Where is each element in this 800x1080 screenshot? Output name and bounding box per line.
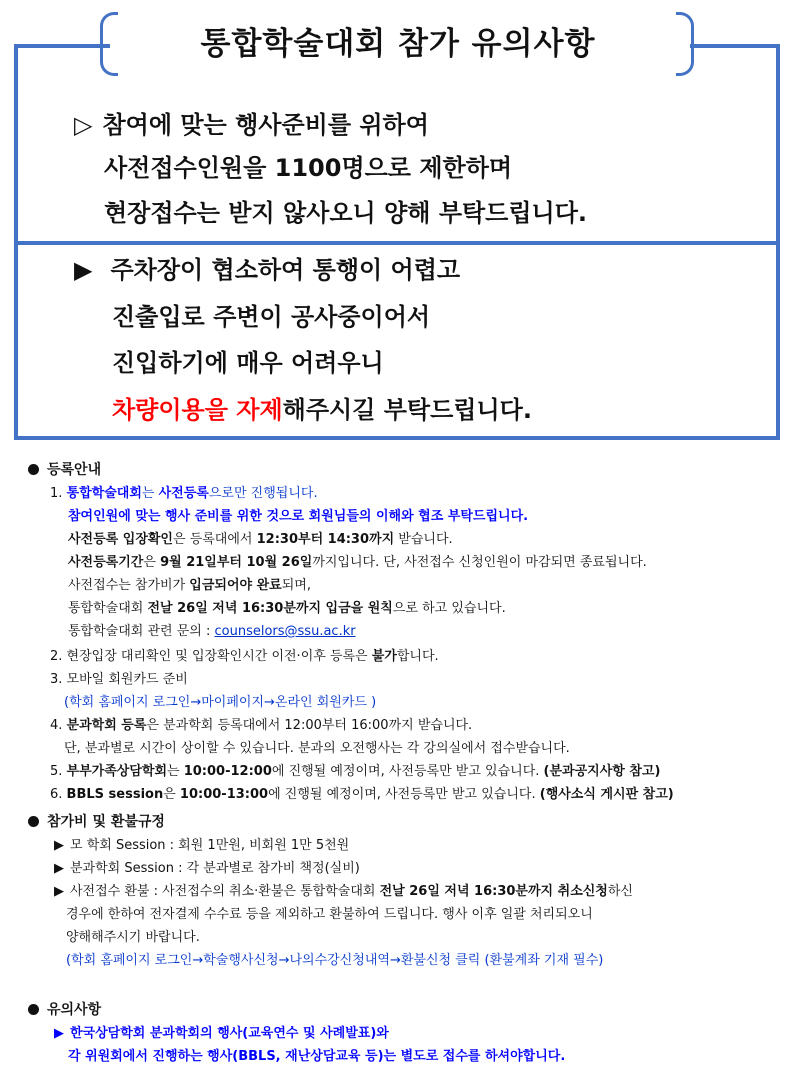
red-emphasis: 차량이용을 자제	[112, 396, 283, 424]
fee-row-1: ▶ 모 학회 Session : 회원 1만원, 비회원 1만 5천원	[54, 838, 350, 853]
fee-row-2: ▶ 분과학회 Session : 각 분과별로 참가비 책정(실비)	[54, 861, 360, 876]
title-brace-right	[676, 12, 694, 76]
reg-item-1-line-2: 참여인원에 맞는 행사 준비를 위한 것으로 회원님들의 이해와 협조 부탁드립니다.	[68, 509, 529, 524]
reg-item-6: 6. BBLS session은 10:00-13:00에 진행될 예정이며, 사전등록만 받고 있습니다. (행사소식 게시판 참고)	[50, 787, 674, 802]
bullet-icon	[28, 816, 39, 827]
bullet-icon	[28, 464, 39, 475]
section-fees-heading: 참가비 및 환불규정	[28, 812, 165, 832]
reg-item-1-line-1: 1. 통합학술대회는 사전등록으로만 진행됩니다.	[50, 486, 318, 501]
reg-item-3-line-1: 3. 모바일 회원카드 준비	[50, 672, 188, 687]
box2-line-4: 차량이용을 자제해주시길 부탁드립니다.	[112, 396, 532, 424]
reg-item-4-line-2: 단, 분과별로 시간이 상이할 수 있습니다. 분과의 오전행사는 각 강의실에서 접수받습니다.	[64, 741, 570, 756]
triangle-icon: ▶	[54, 838, 64, 853]
page-title: 통합학술대회 참가 유의사항	[200, 26, 596, 62]
triangle-icon: ▶	[74, 256, 93, 284]
fee-row-3-line-2: 경우에 한하여 전자결제 수수료 등을 제외하고 환불하여 드립니다. 행사 이후 일괄 처리되오니	[66, 907, 593, 922]
banner-divider	[14, 241, 780, 245]
reg-item-1-line-3: 사전등록 입장확인은 등록대에서 12:30부터 14:30까지 받습니다.	[68, 532, 453, 547]
section-notes-heading: 유의사항	[28, 1000, 101, 1020]
reg-item-2: 2. 현장입장 대리확인 및 입장확인시간 이전·이후 등록은 불가합니다.	[50, 649, 439, 664]
outline-triangle-icon: ▷	[74, 111, 93, 139]
reg-item-3-line-2: (학회 홈페이지 로그인→마이페이지→온라인 회원카드 )	[64, 695, 377, 710]
reg-item-5: 5. 부부가족상담학회는 10:00-12:00에 진행될 예정이며, 사전등록만 받고 있습니다. (분과공지사항 참고)	[50, 764, 661, 779]
reg-item-1-line-6: 통합학술대회 전날 26일 저녁 16:30분까지 입금을 원칙으로 하고 있습니다.	[68, 601, 506, 616]
notes-line-2: 각 위원회에서 진행하는 행사(BBLS, 재난상담교육 등)는 별도로 접수를 하셔야합니다.	[68, 1049, 566, 1064]
triangle-icon: ▶	[54, 861, 64, 876]
reg-item-1-line-4: 사전등록기간은 9월 21일부터 10월 26일까지입니다. 단, 사전접수 신청인원이 마감되면 종료됩니다.	[68, 555, 647, 570]
notes-line-1: ▶ 한국상담학회 분과학회의 행사(교육연수 및 사례발표)와	[54, 1026, 389, 1041]
box2-line-2: 진출입로 주변이 공사중이어서	[112, 303, 431, 331]
fee-row-3: ▶ 사전접수 환불 : 사전접수의 취소·환불은 통합학술대회 전날 26일 저녁 16:30분까지 취소신청하신	[54, 884, 633, 899]
triangle-icon: ▶	[54, 1026, 64, 1041]
box2-line-1: ▶ 주차장이 협소하여 통행이 어렵고	[74, 256, 461, 284]
box1-line-3: 현장접수는 받지 않사오니 양해 부탁드립니다.	[104, 199, 588, 227]
banner-frame-top-right	[690, 44, 780, 48]
box1-line-2: 사전접수인원을 1100명으로 제한하며	[104, 154, 513, 182]
triangle-icon: ▶	[54, 884, 64, 899]
box2-line-3: 진입하기에 매우 어려우니	[112, 349, 384, 377]
section-registration-heading: 등록안내	[28, 460, 101, 480]
title-brace-left	[100, 12, 118, 76]
bullet-icon	[28, 1004, 39, 1015]
fee-row-3-line-4: (학회 홈페이지 로그인→학술행사신청→나의수강신청내역→환불신청 클릭 (환불계좌 기재 필수)	[66, 953, 604, 968]
reg-item-1-line-5: 사전접수는 참가비가 입금되어야 완료되며,	[68, 578, 311, 593]
banner-frame-top-left	[14, 44, 110, 48]
contact-email-link[interactable]: counselors@ssu.ac.kr	[214, 624, 356, 639]
reg-item-4-line-1: 4. 분과학회 등록은 분과학회 등록대에서 12:00부터 16:00까지 받습니다.	[50, 718, 473, 733]
reg-item-1-line-7: 통합학술대회 관련 문의 : counselors@ssu.ac.kr	[68, 624, 356, 639]
fee-row-3-line-3: 양해해주시기 바랍니다.	[66, 930, 200, 945]
box1-line-1: ▷ 참여에 맞는 행사준비를 위하여	[74, 111, 429, 139]
